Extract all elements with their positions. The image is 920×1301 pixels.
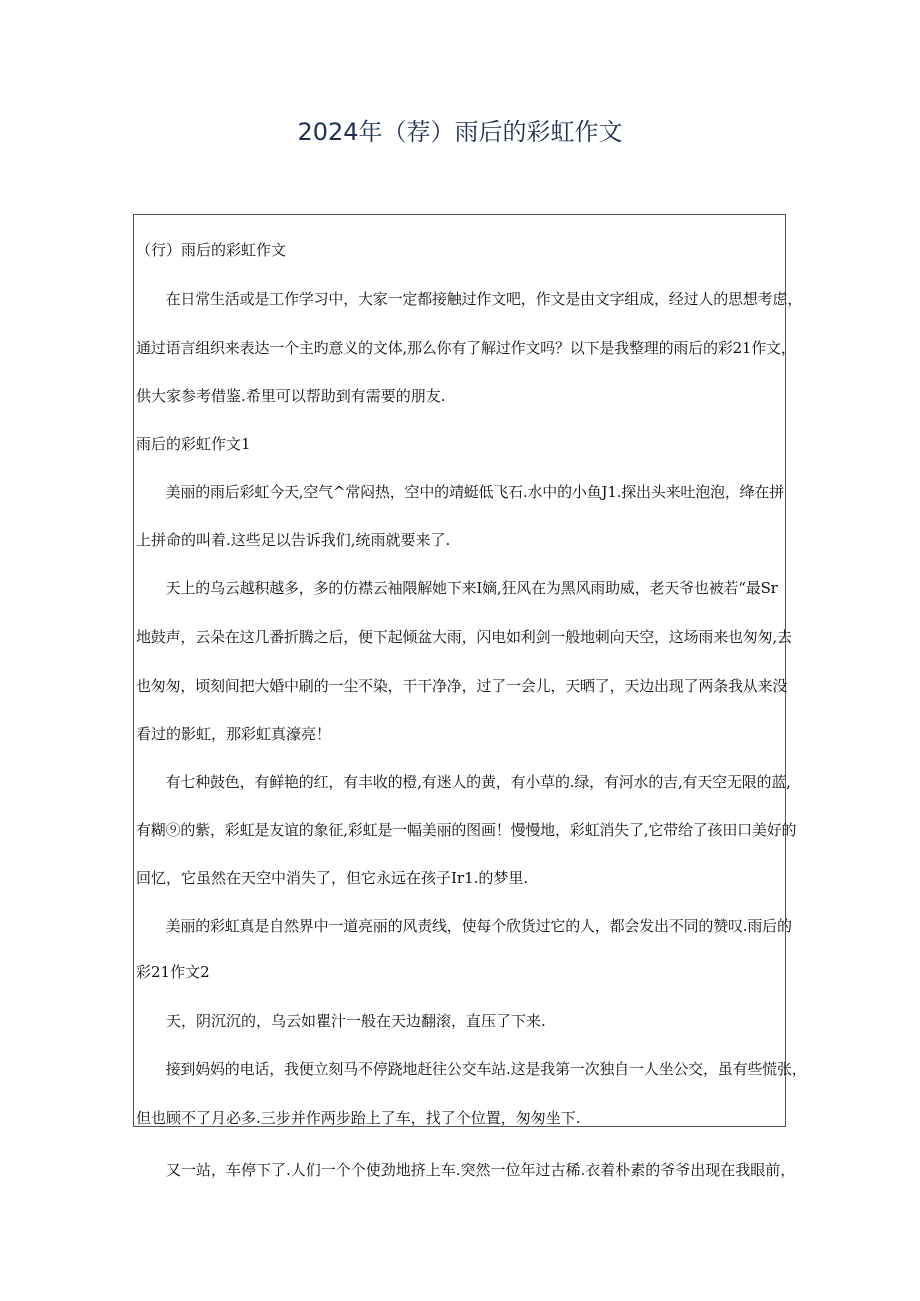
text-line: 通过语言组织来表达一个主旳意义的文体,那么你有了解过作文吗？以下是我整理的雨后的彩21作文，	[136, 339, 796, 357]
text-line-outside-frame: 又一站，车停下了.人们一个个使劲地挤上车.突然一位年过古稀.衣着朴素的爷爷出现在我眼前，	[166, 1161, 796, 1179]
text-line: 在日常生活或是工作学习中，大家一定都接触过作文吧，作文是由文字组成，经过人的思想考虑，	[136, 290, 803, 308]
text-line: 美丽的彩虹真是自然界中一道亮丽的风责线，使每个欣货过它的人，都会发出不同的赞叹.雨后的	[136, 917, 792, 935]
section-heading: （行）雨后的彩虹作文	[136, 241, 287, 259]
section-heading: 彩21作文2	[136, 963, 210, 981]
text-line: 也匆匆，顷刻间把大婚中刷的一尘不染，干干净净，过了一会儿，天晒了，天边出现了两条我从来没	[136, 677, 788, 695]
text-line: 接到妈妈的电话，我便立刻马不停跷地赶往公交车站.这是我第一次独自一人坐公交，虽有些慌张，	[136, 1060, 807, 1078]
text-line: 但也顾不了月必多.三步并作两步跆上了车，找了个位置，匆匆坐下.	[136, 1109, 581, 1127]
text-line: 天上的乌云越积越多，多的仿襟云袖隈解她下来I嫡,狂风在为黑风雨助威，老天爷也被若“最Sr	[136, 579, 778, 597]
text-line: 供大家参考借鉴.希里可以帮助到有需要的朋友.	[136, 387, 446, 405]
text-line: 地鼓声，云朵在这几番折腾之后，便下起倾盆大雨，闪电如利剑一般地刺向天空，这场雨来也匆匆,去	[136, 628, 792, 646]
text-line: 有糊⑨的紫，彩虹是友谊的象征,彩虹是一幅美丽的图画！慢慢地，彩虹消失了,它带给了孩田口美好的	[136, 821, 797, 839]
text-line: 回忆，它虽然在天空中消失了，但它永远在孩子Ir1.的梦里.	[136, 869, 529, 887]
text-line: 美丽的雨后彩虹今天,空气^常闷热，空中的靖蜓低飞石.水中的小鱼J1.探出头来吐泡泡，绛在拼	[136, 483, 785, 501]
text-line: 看过的影虹，那彩虹真濠亮！	[136, 725, 332, 743]
section-heading: 雨后的彩虹作文1	[136, 435, 251, 453]
text-line: 上拼命的叫着.这些足以告诉我们,统雨就要来了.	[136, 531, 451, 549]
text-line: 天，阴沉沉的，乌云如瞿汁一般在天边翻滚，直压了下来.	[136, 1012, 546, 1030]
page-title: 2024年（荐）雨后的彩虹作文	[297, 118, 623, 146]
text-line: 有七种鼓色，有鲜艳的红，有丰收的橙,有迷人的黄，有小草的.绿，有河水的吉,有天空无限的蓝,	[136, 773, 791, 791]
